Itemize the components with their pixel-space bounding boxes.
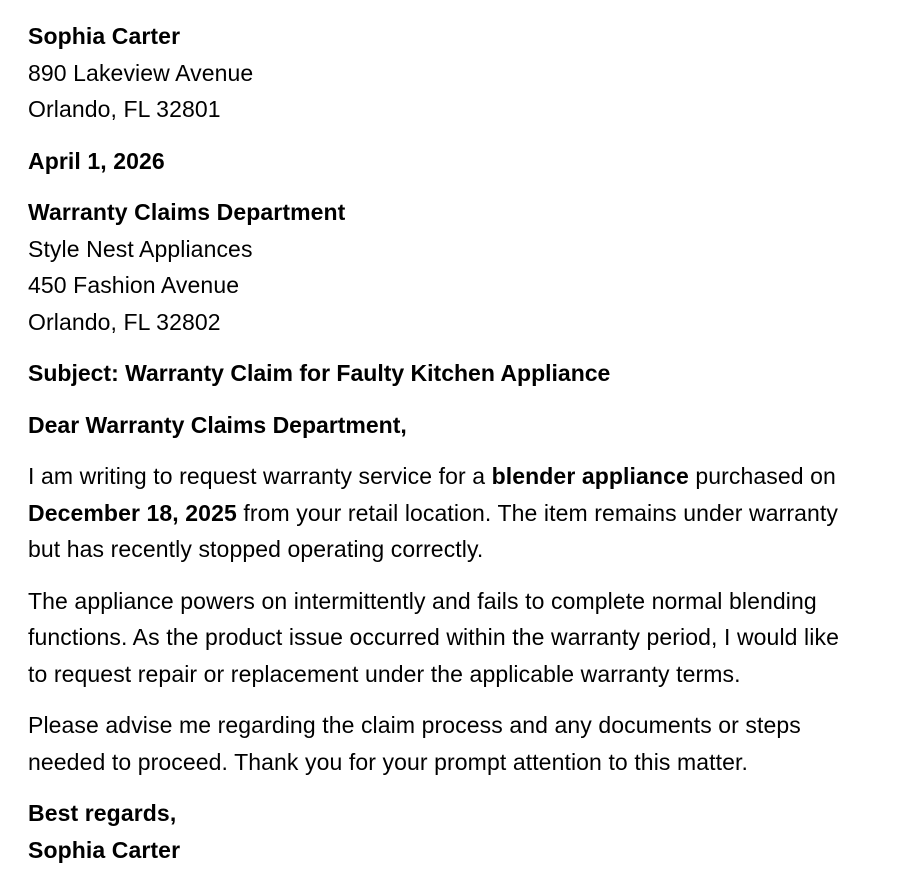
valediction: Best regards, (28, 800, 177, 826)
paragraph-1-bold-purchase-date: December 18, 2025 (28, 499, 237, 526)
paragraph-1-run-1: I am writing to request warranty service for a (28, 463, 492, 489)
letter-body (28, 18, 858, 868)
recipient-department: Warranty Claims Department (28, 199, 346, 225)
signature-name: Sophia Carter (28, 836, 181, 863)
recipient-street: 450 Fashion Avenue (28, 272, 240, 298)
paragraph-1-run-3: from your retail location. The item remains under warranty but has recently stopped operating correctly. (28, 499, 839, 562)
salutation: Dear Warranty Claims Department, (28, 411, 407, 438)
sender-city-state-zip: Orlando, FL 32801 (28, 96, 221, 122)
closing-block (28, 795, 858, 868)
sender-address-block (28, 18, 858, 128)
recipient-company: Style Nest Appliances (28, 235, 253, 262)
body-paragraph-2: The appliance powers on intermittently and fails to complete normal blending functions. As the product issue occurred within the warranty period, I would like to request repair or replacement under the applicable warranty terms. (28, 587, 839, 687)
letter-date-block (28, 143, 858, 180)
recipient-address-block (28, 194, 858, 340)
paragraph-1-run-2: purchased on (688, 463, 836, 489)
body-paragraph-3: Please advise me regarding the claim process and any documents or steps needed to proceed. Thank you for your prompt attention to this matter. (28, 712, 801, 775)
body-paragraph-1 (28, 458, 858, 568)
paragraph-1-bold-product: blender appliance (491, 463, 689, 489)
letter-date: April 1, 2026 (28, 147, 165, 174)
subject-line: Subject: Warranty Claim for Faulty Kitchen Appliance (28, 360, 611, 386)
recipient-city-state-zip: Orlando, FL 32802 (28, 308, 221, 335)
sender-street: 890 Lakeview Avenue (28, 59, 254, 86)
sender-name: Sophia Carter (28, 23, 181, 49)
